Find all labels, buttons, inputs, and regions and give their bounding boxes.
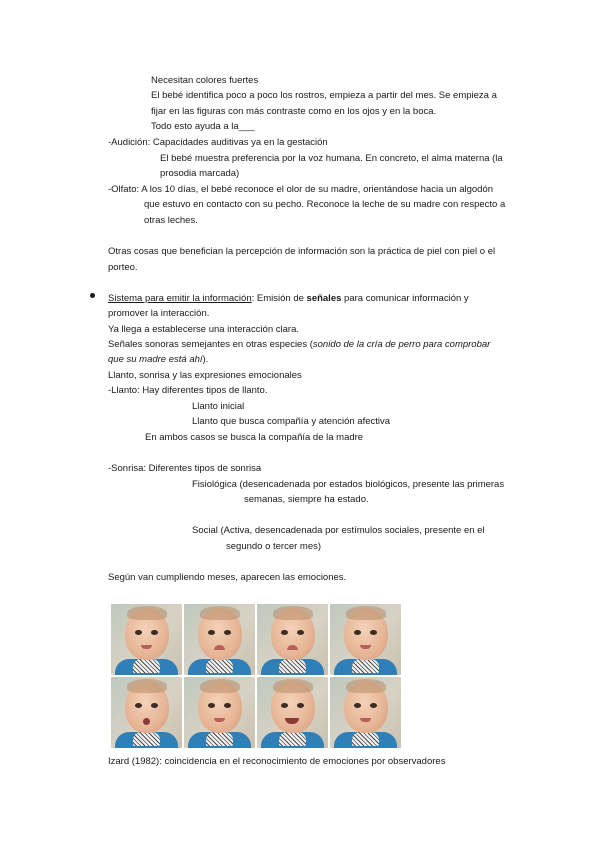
text-line: semanas, siempre ha estado. [244, 494, 369, 505]
baby-face-photo [111, 677, 182, 748]
text-line: Según van cumpliendo meses, aparecen las emociones. [108, 572, 347, 583]
text-line: prosodia marcada) [160, 168, 240, 179]
baby-face-photo [184, 604, 255, 675]
text-line: Todo esto ayuda a la___ [151, 121, 255, 132]
baby-face-photo [330, 604, 401, 675]
bullet-point [90, 293, 95, 298]
text-span: para comunicar información y [341, 293, 469, 304]
baby-face-photo [111, 604, 182, 675]
text-line: En ambos casos se busca la compañía de la madre [145, 432, 364, 443]
figure-caption: Izard (1982): coincidencia en el reconocimiento de emociones por observadores [108, 756, 446, 767]
text-line [108, 338, 490, 351]
text-line: -Llanto: Hay diferentes tipos de llanto. [108, 385, 268, 396]
baby-face-photo [257, 677, 328, 748]
text-line [108, 292, 469, 305]
text-line: El bebé muestra preferencia por la voz humana. En concreto, el alma materna (la [160, 153, 503, 164]
baby-face-photo [257, 604, 328, 675]
text-line: promover la interacción. [108, 308, 210, 319]
text-line: Social (Activa, desencadenada por estímulos sociales, presente en el [192, 525, 485, 536]
text-span: ). [202, 354, 209, 365]
text-line: otras leches. [144, 215, 198, 226]
text-line: Llanto que busca compañía y atención afectiva [192, 416, 391, 427]
text-line: Llanto, sonrisa y las expresiones emocionales [108, 370, 302, 381]
italic-span: sonido de la cría de perro para comprobar [312, 339, 491, 350]
bold-span: señales [306, 293, 342, 304]
text-line: Otras cosas que benefician la percepción de información son la práctica de piel con piel o el [108, 246, 496, 257]
text-line: que estuvo en contacto con su pecho. Reconoce la leche de su madre con respecto a [144, 199, 506, 210]
text-span: : Emisión de [251, 293, 307, 304]
text-line: -Sonrisa: Diferentes tipos de sonrisa [108, 463, 262, 474]
text-line: -Olfato: A los 10 días, el bebé reconoce el olor de su madre, orientándose hacia un algodón [108, 184, 494, 195]
section-title: Sistema para emitir la información [108, 293, 252, 304]
text-line: -Audición: Capacidades auditivas ya en la gestación [108, 137, 328, 148]
text-line: porteo. [108, 262, 138, 273]
text-line: Llanto inicial [192, 401, 245, 412]
text-line: Ya llega a establecerse una interacción clara. [108, 324, 299, 335]
text-line: El bebé identifica poco a poco los rostros, empieza a partir del mes. Se empieza a [151, 90, 497, 101]
text-line: Fisiológica (desencadenada por estados biológicos, presente las primeras [192, 479, 505, 490]
text-line: Necesitan colores fuertes [151, 75, 259, 86]
italic-span: que su madre está ahí [108, 354, 203, 365]
baby-emotions-photo-grid [111, 604, 401, 748]
text-line [108, 353, 208, 366]
text-line: fijar en las figuras con más contraste como en los ojos y en la boca. [151, 106, 437, 117]
baby-face-photo [184, 677, 255, 748]
text-span: Señales sonoras semejantes en otras especies ( [108, 339, 313, 350]
text-line: segundo o tercer mes) [226, 541, 322, 552]
baby-face-photo [330, 677, 401, 748]
